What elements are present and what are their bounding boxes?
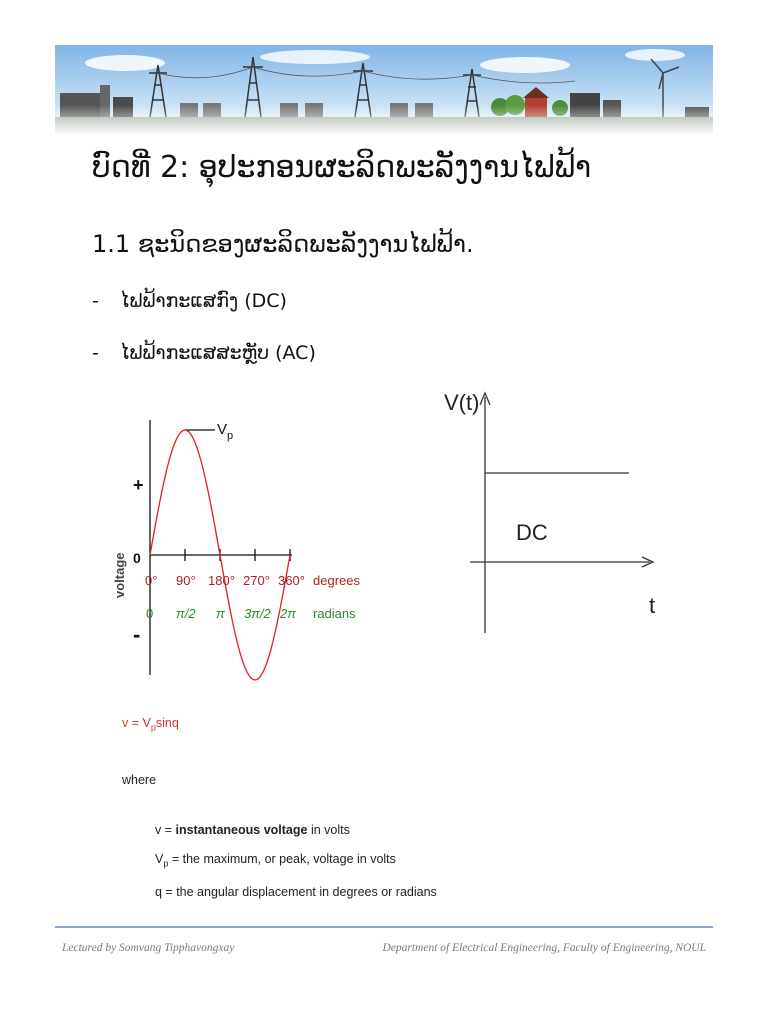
- where-label: where: [122, 773, 157, 787]
- degree-tick-180: 180°: [208, 573, 235, 588]
- radian-tick-2pi: 2π: [280, 606, 296, 621]
- degree-tick-0: 0°: [145, 573, 158, 588]
- bullet-dc: [92, 290, 287, 312]
- radian-tick-pi2: π/2: [176, 606, 196, 621]
- footer-department: Department of Electrical Engineering, Faculty of Engineering, NOUL: [382, 942, 706, 954]
- radian-tick-3pi2: 3π/2: [244, 606, 271, 621]
- minus-sign: -: [133, 622, 141, 647]
- dc-t-label: t: [649, 593, 656, 618]
- sine-formula: $v = V_p\sin q$: [122, 716, 179, 733]
- radian-tick-pi: π: [216, 606, 225, 621]
- degrees-word: degrees: [313, 573, 360, 588]
- bullet-dash: -: [92, 342, 99, 364]
- bullet-text: ໄຟຟ້າກະແສສະຫຼັບ (AC): [120, 342, 316, 364]
- dc-label: DC: [516, 520, 548, 545]
- definition-q: q = the angular displacement in degrees or radians: [155, 885, 437, 899]
- footer-lecturer: Lectured by Somvang Tipphavongxay: [62, 942, 235, 954]
- plus-sign: +: [133, 475, 144, 495]
- bullet-text: ໄຟຟ້າກະແສກົງ (DC): [120, 290, 287, 312]
- footer-divider: [55, 926, 713, 928]
- definition-vp: $V_p$ = the maximum, or peak, voltage in volts: [155, 852, 396, 869]
- voltage-axis-label: voltage: [112, 552, 127, 598]
- zero-label: 0: [133, 550, 141, 566]
- peak-label: $V_p$: [217, 421, 234, 442]
- section-heading: 1.1 ຊະນິດຂອງຜະລິດພະລັງງານໄຟຟ້າ.: [92, 230, 474, 258]
- dc-voltage-diagram: [430, 375, 670, 645]
- degree-tick-360: 360°: [278, 573, 305, 588]
- definition-v: v = instantaneous voltage in volts: [155, 823, 350, 837]
- sine-wave-diagram: [100, 400, 390, 700]
- degree-tick-270: 270°: [243, 573, 270, 588]
- bullet-ac: [92, 342, 316, 364]
- radians-word: radians: [313, 606, 356, 621]
- bullet-dash: -: [92, 290, 99, 312]
- radian-tick-0: 0: [146, 606, 154, 621]
- page-title: ບົດທີ່ 2: ອຸປະກອນຜະລິດພະລັງງານໄຟຟ້າ: [92, 150, 592, 185]
- dc-y-label: V(t): [444, 390, 480, 415]
- power-grid-banner: [55, 45, 713, 135]
- degree-tick-90: 90°: [176, 573, 196, 588]
